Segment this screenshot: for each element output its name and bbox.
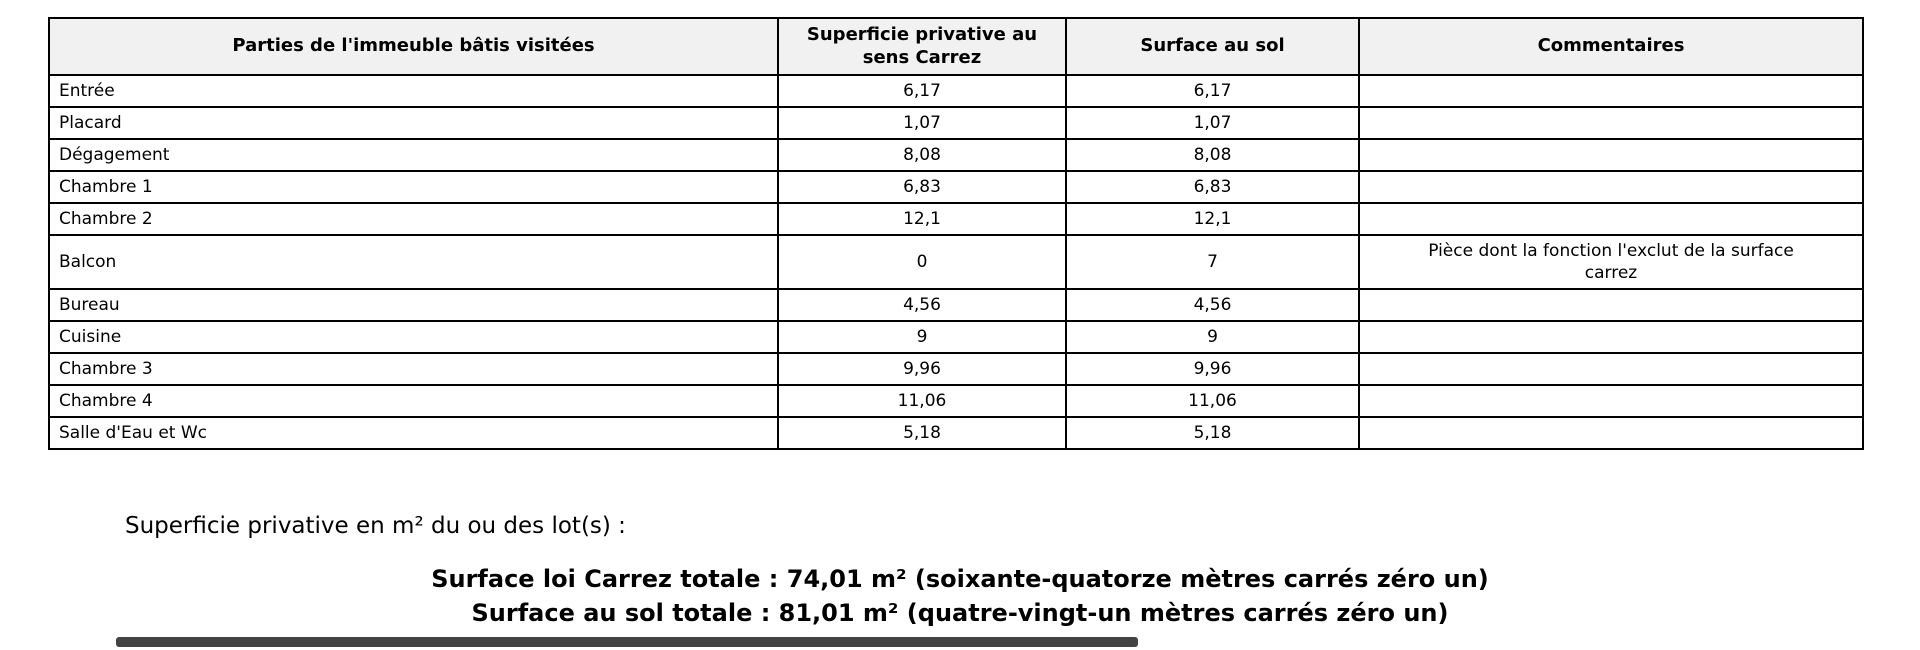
sol-value-cell: 1,07 — [1066, 107, 1359, 139]
sol-value-cell: 9,96 — [1066, 353, 1359, 385]
table-row — [49, 353, 1863, 385]
sol-value-cell: 5,18 — [1066, 417, 1359, 449]
table-row — [49, 75, 1863, 107]
carrez-value-cell: 8,08 — [778, 139, 1066, 171]
room-name-cell: Dégagement — [49, 139, 778, 171]
comment-cell — [1359, 289, 1863, 321]
table-body — [49, 75, 1863, 449]
summary-intro-text: Superficie privative en m² du ou des lot(s) : — [125, 513, 626, 539]
sol-value-cell: 11,06 — [1066, 385, 1359, 417]
horizontal-scrollbar-thumb[interactable] — [116, 637, 1138, 647]
table-header-row — [49, 18, 1863, 75]
sol-value-cell: 12,1 — [1066, 203, 1359, 235]
room-name-cell: Chambre 3 — [49, 353, 778, 385]
sol-total-line: Surface au sol totale : 81,01 m² (quatre-vingt-un mètres carrés zéro un) — [471, 599, 1449, 627]
sol-value-cell: 9 — [1066, 321, 1359, 353]
comment-cell — [1359, 321, 1863, 353]
comment-cell — [1359, 203, 1863, 235]
table-row — [49, 385, 1863, 417]
carrez-value-cell: 5,18 — [778, 417, 1066, 449]
table-row — [49, 203, 1863, 235]
table-row — [49, 107, 1863, 139]
carrez-value-cell: 1,07 — [778, 107, 1066, 139]
sol-value-cell: 6,83 — [1066, 171, 1359, 203]
room-name-cell: Entrée — [49, 75, 778, 107]
table-row — [49, 235, 1863, 289]
carrez-value-cell: 9 — [778, 321, 1066, 353]
table-row — [49, 417, 1863, 449]
comment-cell — [1359, 171, 1863, 203]
carrez-value-cell: 9,96 — [778, 353, 1066, 385]
sol-value-cell: 7 — [1066, 235, 1359, 289]
carrez-value-cell: 6,83 — [778, 171, 1066, 203]
header-commentaires: Commentaires — [1359, 18, 1863, 75]
table-row — [49, 321, 1863, 353]
room-name-cell: Balcon — [49, 235, 778, 289]
carrez-value-cell: 12,1 — [778, 203, 1066, 235]
room-name-cell: Placard — [49, 107, 778, 139]
carrez-total-line: Surface loi Carrez totale : 74,01 m² (soixante-quatorze mètres carrés zéro un) — [431, 565, 1489, 593]
carrez-value-cell: 11,06 — [778, 385, 1066, 417]
table-row — [49, 289, 1863, 321]
carrez-value-cell: 4,56 — [778, 289, 1066, 321]
room-name-cell: Salle d'Eau et Wc — [49, 417, 778, 449]
sol-value-cell: 4,56 — [1066, 289, 1359, 321]
comment-cell — [1359, 75, 1863, 107]
room-name-cell: Chambre 2 — [49, 203, 778, 235]
room-name-cell: Chambre 1 — [49, 171, 778, 203]
surface-measurement-table — [48, 17, 1864, 450]
header-surface-au-sol: Surface au sol — [1066, 18, 1359, 75]
room-name-cell: Cuisine — [49, 321, 778, 353]
comment-cell — [1359, 385, 1863, 417]
summary-totals — [0, 562, 1920, 630]
header-superficie-carrez: Superficie privative au sens Carrez — [778, 18, 1066, 75]
table-row — [49, 139, 1863, 171]
room-name-cell: Bureau — [49, 289, 778, 321]
header-parties-visitees: Parties de l'immeuble bâtis visitées — [49, 18, 778, 75]
carrez-value-cell: 0 — [778, 235, 1066, 289]
room-name-cell: Chambre 4 — [49, 385, 778, 417]
comment-cell — [1359, 417, 1863, 449]
comment-cell: Pièce dont la fonction l'exclut de la surface carrez — [1359, 235, 1863, 289]
sol-value-cell: 8,08 — [1066, 139, 1359, 171]
sol-value-cell: 6,17 — [1066, 75, 1359, 107]
comment-cell — [1359, 107, 1863, 139]
carrez-value-cell: 6,17 — [778, 75, 1066, 107]
comment-cell — [1359, 139, 1863, 171]
comment-cell — [1359, 353, 1863, 385]
table-row — [49, 171, 1863, 203]
